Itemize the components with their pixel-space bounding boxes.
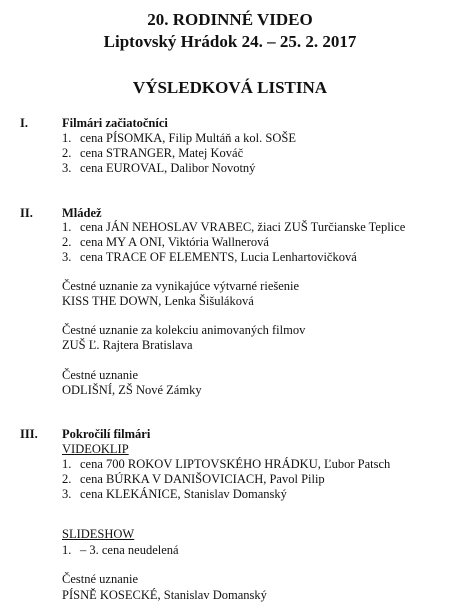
- award-value: KISS THE DOWN, Lenka Šišuláková: [62, 294, 254, 308]
- list-item-number: 3.: [62, 487, 72, 501]
- award-label: Čestné uznanie: [62, 368, 139, 382]
- list-item: cena EUROVAL, Dalibor Novotný: [80, 161, 256, 175]
- list-item: cena 700 ROKOV LIPTOVSKÉHO HRÁDKU, Ľubor Patsch: [80, 457, 391, 471]
- subsection-slideshow: SLIDESHOW: [62, 527, 135, 541]
- list-item-number: 1.: [62, 543, 72, 557]
- document-title: VÝSLEDKOVÁ LISTINA: [132, 78, 328, 97]
- list-item-number: 1.: [62, 131, 72, 145]
- award-label: Čestné uznanie: [62, 572, 139, 586]
- list-item-number: 2.: [62, 472, 72, 486]
- list-item-number: 3.: [62, 250, 72, 264]
- section-3-heading: Pokročilí filmári: [62, 427, 151, 441]
- list-item: cena STRANGER, Matej Kováč: [80, 146, 244, 160]
- list-item-number: 1.: [62, 220, 72, 234]
- section-1-heading: Filmári začiatočníci: [62, 116, 168, 130]
- award-value: ZUŠ Ľ. Rajtera Bratislava: [62, 338, 193, 352]
- list-item-number: 3.: [62, 161, 72, 175]
- list-item: cena BÚRKA V DANIŠOVICIACH, Pavol Pilip: [80, 472, 325, 486]
- section-1-roman: I.: [20, 116, 28, 130]
- list-item: cena KLEKÁNICE, Stanislav Domanský: [80, 487, 287, 501]
- list-item: cena JÁN NEHOSLAV VRABEC, žiaci ZUŠ Turčianske Teplice: [80, 220, 406, 234]
- award-value: ODLIŠNÍ, ZŠ Nové Zámky: [62, 383, 202, 397]
- list-item-number: 2.: [62, 146, 72, 160]
- list-item: cena MY A ONI, Viktória Wallnerová: [80, 235, 269, 249]
- list-item-number: 1.: [62, 457, 72, 471]
- section-3-roman: III.: [20, 427, 38, 441]
- list-item: cena TRACE OF ELEMENTS, Lucia Lenhartovičková: [80, 250, 357, 264]
- award-label: Čestné uznanie za vynikajúce výtvarné riešenie: [62, 279, 300, 293]
- event-title: 20. RODINNÉ VIDEO: [147, 10, 313, 29]
- award-label: Čestné uznanie za kolekciu animovaných filmov: [62, 323, 306, 337]
- section-2-roman: II.: [20, 206, 33, 220]
- list-item: cena PÍSOMKA, Filip Multáň a kol. SOŠE: [80, 131, 296, 145]
- list-item: – 3. cena neudelená: [80, 543, 179, 557]
- subsection-videoklip: VIDEOKLIP: [62, 442, 129, 456]
- section-2-heading: Mládež: [62, 206, 102, 220]
- event-place-date: Liptovský Hrádok 24. – 25. 2. 2017: [103, 32, 357, 51]
- award-value: PÍSNĚ KOSECKÉ, Stanislav Domanský: [62, 588, 267, 602]
- list-item-number: 2.: [62, 235, 72, 249]
